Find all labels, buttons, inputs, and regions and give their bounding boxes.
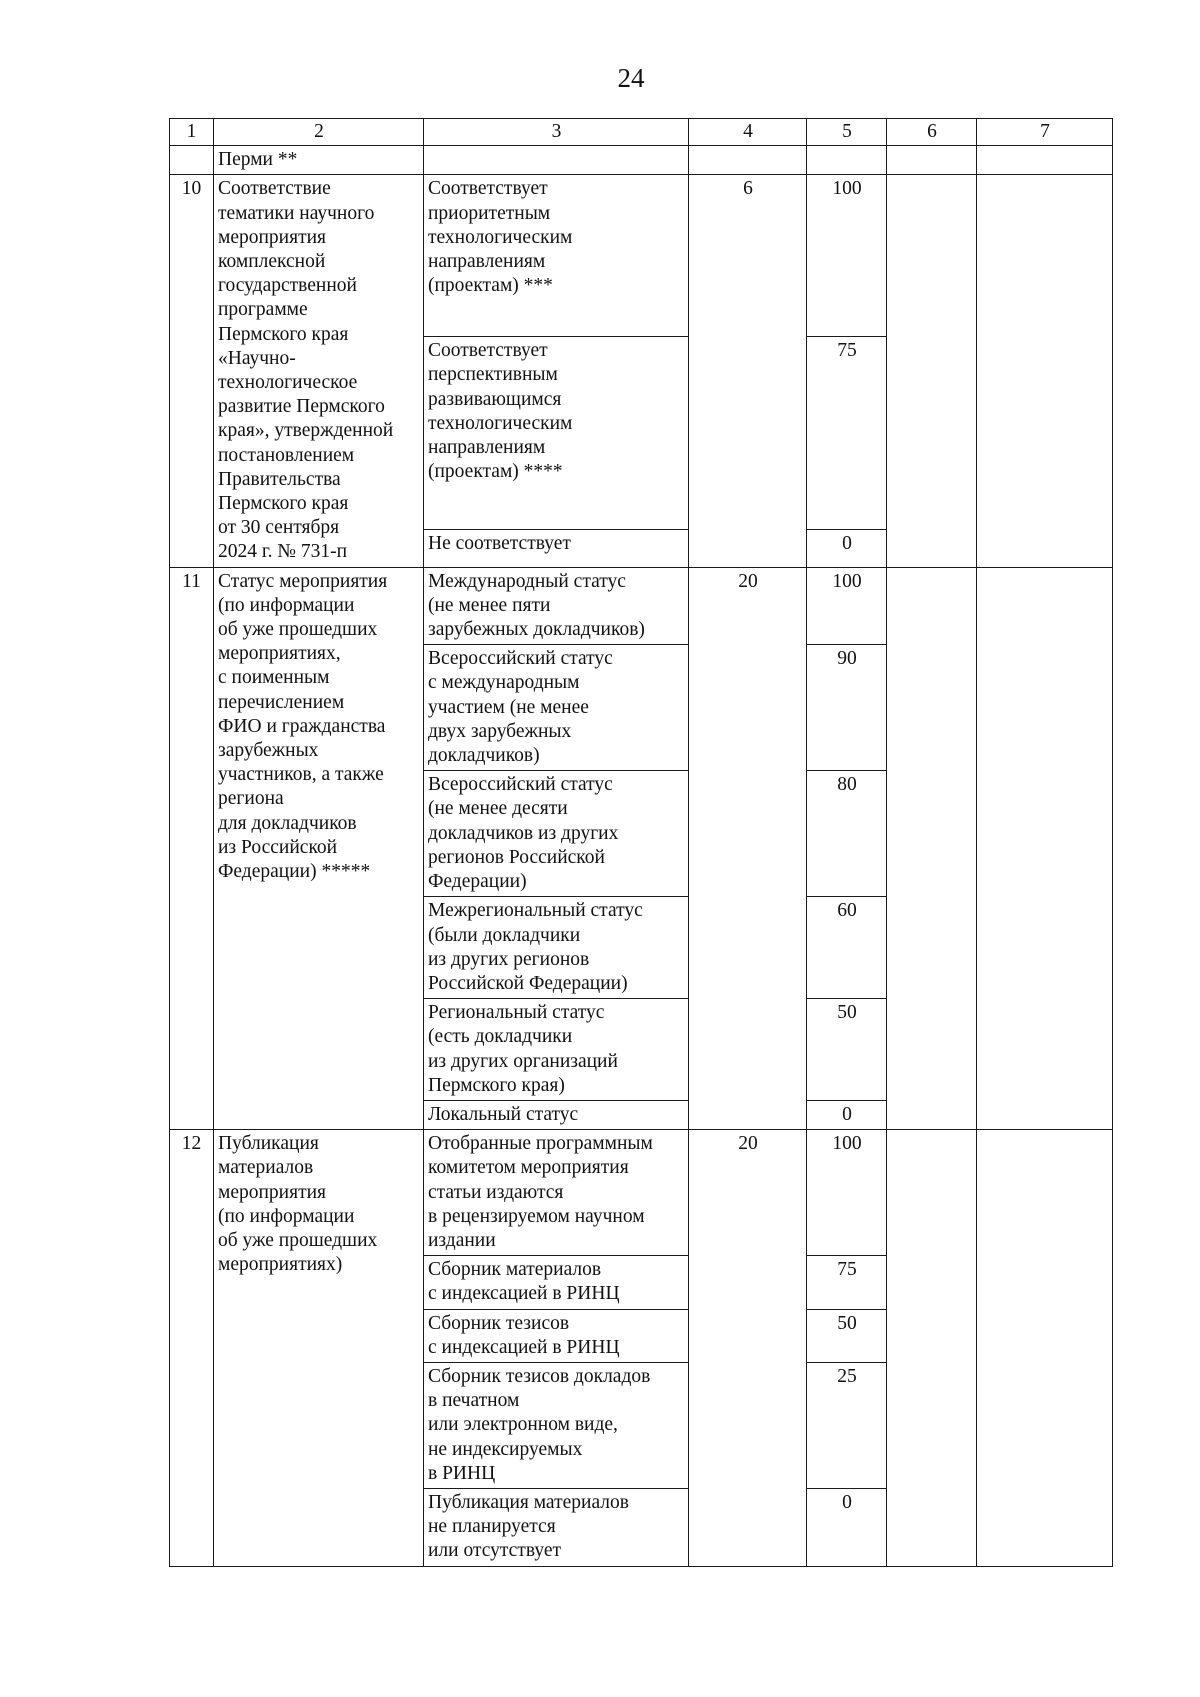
criterion-weight: 20 (689, 1130, 807, 1566)
option-text-line: приоритетным (428, 202, 551, 224)
option-description (424, 645, 689, 771)
criterion-description (214, 567, 424, 1129)
criterion-text-line: мероприятиях) (218, 1254, 343, 1276)
criterion-number: 12 (170, 1130, 214, 1566)
option-text-line: Сборник материалов (428, 1259, 602, 1281)
option-text-line: Региональный статус (428, 1002, 605, 1024)
criterion-row-part (170, 567, 1113, 645)
table-header-row (170, 119, 1113, 146)
option-text-line: не планируется (428, 1516, 556, 1538)
option-description (424, 337, 689, 530)
criterion-weight: 20 (689, 567, 807, 1129)
option-description (424, 567, 689, 645)
criterion-text-line: «Научно- (218, 347, 296, 369)
criterion-text-line: Пермского края (218, 323, 349, 345)
option-score: 75 (807, 1256, 887, 1309)
option-text-line: Всероссийский статус (428, 648, 613, 670)
option-text-line: двух зарубежных (428, 720, 572, 742)
criterion-col7-empty (977, 567, 1113, 1129)
criterion-text-line: технологическое (218, 372, 358, 394)
criterion-row-part (170, 175, 1113, 337)
option-description (424, 1309, 689, 1362)
option-text-line: Межрегиональный статус (428, 900, 643, 922)
option-score: 0 (807, 1100, 887, 1129)
option-text-line: регионов Российской (428, 846, 605, 868)
criterion-text-line: мероприятия (218, 226, 327, 248)
option-description (424, 1100, 689, 1129)
criterion-text-line: от 30 сентября (218, 517, 340, 539)
option-text-line: зарубежных докладчиков) (428, 619, 645, 641)
option-text-line: с индексацией в РИНЦ (428, 1336, 620, 1358)
header-cell-6: 6 (887, 119, 977, 146)
criterion-text-line: (по информации (218, 1205, 355, 1227)
header-cell-2: 2 (214, 119, 424, 146)
option-text-line: Публикация материалов (428, 1491, 629, 1513)
criterion-col6-empty (887, 567, 977, 1129)
criterion-text-line: Федерации) ***** (218, 861, 371, 883)
continuation-criterion-cell (214, 146, 424, 175)
criterion-text-line: комплексной (218, 251, 326, 273)
criterion-text-line: материалов (218, 1157, 314, 1179)
criterion-text-line: программе (218, 299, 308, 321)
option-text-line: развивающимся (428, 388, 562, 410)
option-score: 100 (807, 175, 887, 337)
option-text-line: комитетом мероприятия (428, 1157, 629, 1179)
option-text-line: Не соответствует (428, 533, 571, 555)
continuation-score-cell (807, 146, 887, 175)
option-text-line: перспективным (428, 364, 558, 386)
option-description (424, 1256, 689, 1309)
criterion-number: 11 (170, 567, 214, 1129)
criterion-text-line: (по информации (218, 594, 355, 616)
option-text-line: докладчиков из других (428, 822, 619, 844)
option-score: 100 (807, 1130, 887, 1256)
criterion-text-line: об уже прошедших (218, 1229, 378, 1251)
header-cell-1: 1 (170, 119, 214, 146)
criterion-text-line: зарубежных (218, 740, 319, 762)
option-text-line: технологическим (428, 412, 573, 434)
criterion-text-line: Правительства (218, 468, 341, 490)
criterion-text-line: постановлением (218, 444, 355, 466)
criterion-text-line: региона (218, 788, 284, 810)
criterion-text-line: ФИО и гражданства (218, 715, 386, 737)
criterion-description (214, 1130, 424, 1566)
criterion-row-part (170, 1130, 1113, 1256)
criterion-col6-empty (887, 1130, 977, 1566)
criterion-col7-empty (977, 1130, 1113, 1566)
criterion-col7-empty (977, 175, 1113, 567)
criterion-col6-empty (887, 175, 977, 567)
criterion-text-line: из Российской (218, 836, 338, 858)
criterion-text-line: государственной (218, 275, 357, 297)
criteria-table (169, 118, 1113, 1567)
option-text-line: в печатном (428, 1390, 520, 1412)
option-text-line: издании (428, 1229, 496, 1251)
option-text-line: (проектам) *** (428, 275, 553, 297)
table-body (170, 119, 1113, 1567)
header-cell-7: 7 (977, 119, 1113, 146)
option-text-line: Отобранные программным (428, 1133, 653, 1155)
option-text-line: не индексируемых (428, 1438, 583, 1460)
option-score: 0 (807, 1488, 887, 1566)
option-text-line: или электронном виде, (428, 1414, 618, 1436)
option-text-line: с индексацией в РИНЦ (428, 1283, 620, 1305)
criterion-text-line: мероприятиях, (218, 643, 341, 665)
continuation-row (170, 146, 1113, 175)
criterion-text-line: для докладчиков (218, 812, 357, 834)
option-score: 0 (807, 530, 887, 568)
continuation-weight-cell (689, 146, 807, 175)
option-score: 50 (807, 1309, 887, 1362)
option-text-line: Российской Федерации) (428, 972, 628, 994)
option-text-line: участием (не менее (428, 696, 589, 718)
criterion-text-line: тематики научного (218, 202, 375, 224)
option-text-line: Соответствует (428, 340, 548, 362)
option-description (424, 771, 689, 897)
option-text-line: Пермского края) (428, 1074, 565, 1096)
option-score: 60 (807, 897, 887, 999)
criterion-text-line: Статус мероприятия (218, 570, 388, 592)
option-text-line: технологическим (428, 226, 573, 248)
option-text-line: Сборник тезисов докладов (428, 1365, 651, 1387)
criterion-text-line: 2024 г. № 731-п (218, 541, 348, 563)
option-text-line: или отсутствует (428, 1540, 562, 1562)
criterion-text-line: развитие Пермского (218, 396, 385, 418)
option-text-line: Соответствует (428, 178, 548, 200)
criterion-weight: 6 (689, 175, 807, 567)
option-description (424, 1130, 689, 1256)
option-text-line: Федерации) (428, 871, 527, 893)
option-text-line: (не менее десяти (428, 798, 568, 820)
option-description (424, 999, 689, 1101)
criterion-number: 10 (170, 175, 214, 567)
option-text-line: направлениям (428, 251, 546, 273)
option-text-line: Локальный статус (428, 1103, 579, 1125)
option-text-line: направлениям (428, 437, 546, 459)
option-text-line: (есть докладчики (428, 1026, 573, 1048)
option-text-line: Всероссийский статус (428, 774, 613, 796)
criterion-text-line: об уже прошедших (218, 619, 378, 641)
option-description (424, 1362, 689, 1488)
criterion-text-line: Пермского края (218, 493, 349, 515)
option-score: 80 (807, 771, 887, 897)
page-number: 24 (617, 63, 645, 93)
option-text-line: (не менее пяти (428, 594, 551, 616)
criterion-text-line: Публикация (218, 1133, 319, 1155)
continuation-criterion-text: Перми ** (218, 149, 298, 171)
option-text-line: с международным (428, 672, 580, 694)
option-score: 50 (807, 999, 887, 1101)
option-text-line: Международный статус (428, 570, 626, 592)
option-text-line: Сборник тезисов (428, 1312, 570, 1334)
option-score: 25 (807, 1362, 887, 1488)
option-text-line: (проектам) **** (428, 461, 563, 483)
continuation-col6-cell (887, 146, 977, 175)
option-text-line: в РИНЦ (428, 1462, 496, 1484)
criterion-text-line: края», утвержденной (218, 420, 394, 442)
option-description (424, 897, 689, 999)
option-text-line: в рецензируемом научном (428, 1205, 645, 1227)
criterion-text-line: с поименным (218, 667, 330, 689)
criterion-text-line: участников, а также (218, 764, 384, 786)
option-text-line: статьи издаются (428, 1181, 564, 1203)
header-cell-3: 3 (424, 119, 689, 146)
option-description (424, 1488, 689, 1566)
option-text-line: из других организаций (428, 1050, 618, 1072)
header-cell-5: 5 (807, 119, 887, 146)
option-text-line: (были докладчики (428, 924, 581, 946)
header-cell-4: 4 (689, 119, 807, 146)
option-score: 90 (807, 645, 887, 771)
continuation-num-cell (170, 146, 214, 175)
option-text-line: докладчиков) (428, 745, 540, 767)
criterion-text-line: Соответствие (218, 178, 331, 200)
criterion-text-line: перечислением (218, 691, 345, 713)
option-text-line: из других регионов (428, 948, 590, 970)
criterion-text-line: мероприятия (218, 1181, 327, 1203)
continuation-option-cell (424, 146, 689, 175)
option-score: 75 (807, 337, 887, 530)
option-description (424, 175, 689, 337)
option-score: 100 (807, 567, 887, 645)
criterion-description (214, 175, 424, 567)
continuation-col7-cell (977, 146, 1113, 175)
option-description (424, 530, 689, 568)
